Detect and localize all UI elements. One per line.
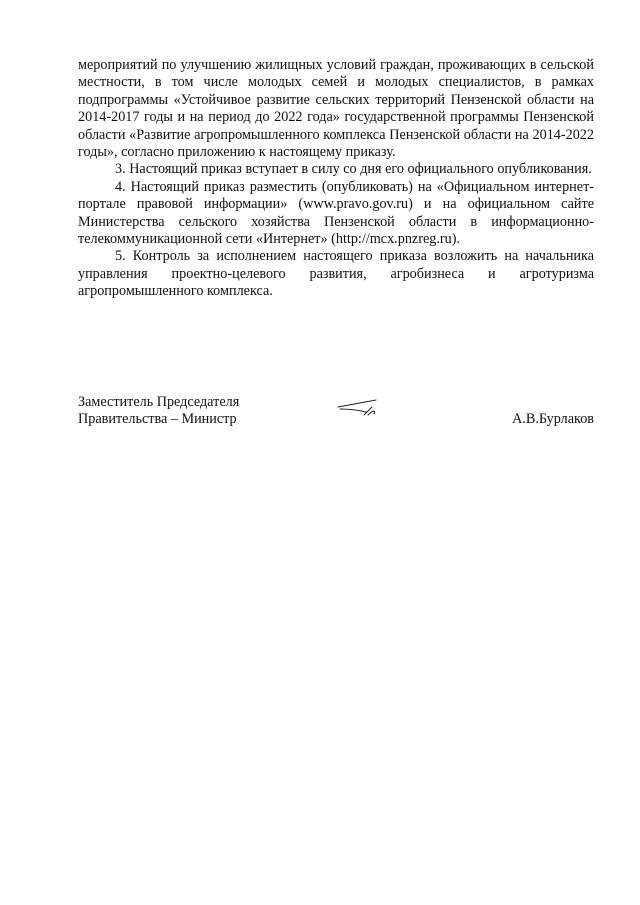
paragraph-item-3: 3. Настоящий приказ вступает в силу со дня его официального опубликования. <box>115 161 592 178</box>
paragraph-continuation: мероприятий по улучшению жилищных условий граждан, проживающих в сельской местности, в том числе молодых семей и молодых специалистов, в рамках подпрограммы «Устойчивое развитие сельских территорий Пензенской области на 2014-2017 годы и на период до 2022 года» государственной программы Пензенской области «Развитие агропромышленного комплекса Пензенской области на 2014-2022 годы», согласно приложению к настоящему приказу. <box>78 57 594 161</box>
signatory-name: А.В.Бурлаков <box>512 411 594 428</box>
paragraph-item-4: 4. Настоящий приказ разместить (опубликовать) на «Официальном интернет-портале правовой информации» (www.pravo.gov.ru) и на официальном сайте Министерства сельского хозяйства Пензенской области в информационно-телекоммуникационной сети «Интернет» (http://mcx.pnzreg.ru). <box>78 178 594 248</box>
document-body <box>78 57 594 301</box>
paragraph-item-5: 5. Контроль за исполнением настоящего приказа возложить на начальника управления проектно-целевого развития, агробизнеса и агротуризма агропромышленного комплекса. <box>78 248 594 300</box>
handwritten-signature <box>336 397 388 419</box>
signatory-title <box>78 394 239 429</box>
signatory-title-line-1: Заместитель Председателя <box>78 394 240 410</box>
signatory-title-line-2: Правительства – Министр <box>78 411 237 428</box>
